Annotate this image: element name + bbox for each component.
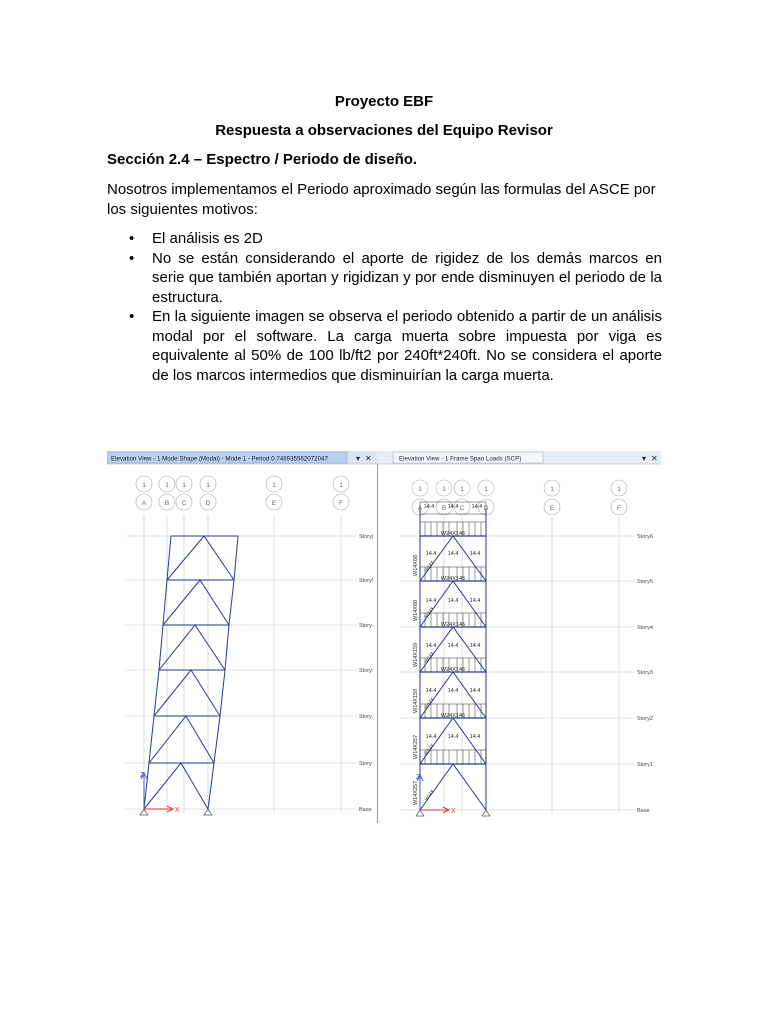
- grid-bubble-letter: B: [441, 505, 447, 512]
- view-title: Elevation View - 1 Frame Span Loads (SCP): [399, 455, 522, 463]
- brace-section-label: W14X: [423, 559, 435, 573]
- beam-section-label: W24X146: [440, 622, 466, 628]
- column-section-label: W14X68: [413, 554, 419, 576]
- story-label: Story.: [359, 714, 373, 720]
- story-label: Story!: [359, 578, 374, 584]
- beam-section-label: W24X146: [440, 576, 466, 582]
- load-value: 14.4: [425, 598, 437, 604]
- dropdown-icon[interactable]: ▾: [642, 454, 647, 463]
- column-section-label: W14X159: [413, 642, 419, 667]
- axis-x-label: X: [451, 808, 456, 815]
- grid-bubble-letter: B: [164, 500, 170, 507]
- view-title: Elevation View - 1 Mode Shape (Modal) - Mode 1 - Period 0.748935562072047: [111, 455, 328, 463]
- brace-section-label: W14X: [423, 742, 435, 756]
- document-title: Proyecto EBF: [334, 93, 434, 110]
- story-label: Base: [359, 807, 372, 813]
- load-value: 14.4: [471, 504, 483, 510]
- section-heading: Sección 2.4 – Espectro / Periodo de diseño.: [107, 151, 418, 168]
- grid-bubble-number: 1: [339, 482, 343, 489]
- grid-bubble-letter: D: [205, 500, 211, 507]
- story-label: Story(: [359, 534, 374, 540]
- story-label: Base: [637, 808, 650, 814]
- story-label: Story6: [637, 534, 653, 540]
- grid-bubble-number: 1: [206, 482, 210, 489]
- load-value: 14.4: [469, 598, 481, 604]
- bullet-icon: •: [129, 308, 135, 325]
- load-value: 14.4: [425, 643, 437, 649]
- grid-bubble-number: 1: [460, 486, 464, 493]
- load-value: 14.4: [425, 688, 437, 694]
- story-label: Story2: [637, 716, 653, 722]
- axis-z-label: Z: [140, 772, 145, 779]
- story-label: Story1: [637, 762, 653, 768]
- bullet-text: En la siguiente imagen se observa el periodo obtenido a partir de un análisis modal por el software. La carga muerta sobre impuesta por viga es equivalente al 50% de 100 lb/ft2 por 240ft*240ft. No se considera el aporte de los marcos intermedios que disminuirían la carga muerta.: [152, 308, 662, 384]
- load-value: 14.4: [469, 688, 481, 694]
- bullet-item: [107, 249, 662, 308]
- span-loads-screenshot: [377, 451, 661, 823]
- bullet-text: El análisis es 2D: [152, 230, 263, 247]
- grid-bubble-number: 1: [550, 486, 554, 493]
- brace-section-label: W14X: [423, 650, 435, 664]
- load-value: 14.4: [469, 734, 481, 740]
- grid-bubble-number: 1: [442, 486, 446, 493]
- story-label: Story-: [359, 623, 374, 629]
- mode-shape-screenshot: [107, 451, 377, 823]
- load-value: 14.4: [469, 643, 481, 649]
- story-label: Story: [359, 761, 372, 767]
- story-label: Story4: [637, 625, 653, 631]
- axis-z-label: Z: [416, 774, 421, 781]
- grid-bubble-letter: F: [617, 505, 621, 512]
- brace-section-label: W14X: [423, 696, 435, 710]
- grid-bubble-letter: C: [459, 505, 465, 512]
- bullet-icon: •: [129, 230, 135, 247]
- grid-bubble-number: 1: [142, 482, 146, 489]
- beam-section-label: W24X146: [440, 531, 466, 537]
- grid-bubble-letter: A: [417, 505, 423, 512]
- grid-bubble-letter: E: [549, 505, 555, 512]
- load-value: 14.4: [447, 504, 459, 510]
- document-subtitle: Respuesta a observaciones del Equipo Revisor: [215, 122, 553, 139]
- load-value: 14.4: [447, 734, 459, 740]
- grid-bubble-number: 1: [617, 486, 621, 493]
- load-value: 14.4: [469, 551, 481, 557]
- beam-section-label: W24X146: [440, 667, 466, 673]
- grid-bubble-number: 1: [418, 486, 422, 493]
- grid-bubble-number: 1: [182, 482, 186, 489]
- grid-bubble-letter: F: [339, 500, 343, 507]
- close-icon[interactable]: ✕: [651, 454, 658, 463]
- load-value: 14.4: [447, 688, 459, 694]
- bullet-icon: •: [129, 249, 135, 267]
- bullet-text: No se están considerando el aporte de rigidez de los demás marcos en serie que también aportan y rigidizan y por ende disminuyen el periodo de la estructura.: [152, 249, 662, 306]
- story-label: Story3: [637, 670, 653, 676]
- bullet-item: [107, 307, 662, 385]
- bullet-item: [107, 229, 662, 249]
- column-section-label: W14X257: [413, 780, 419, 805]
- grid-bubble-number: 1: [484, 486, 488, 493]
- brace-section-label: W14X: [423, 605, 435, 619]
- grid-bubble-number: 1: [165, 482, 169, 489]
- grid-bubble-letter: A: [141, 500, 147, 507]
- grid-bubble-number: 1: [272, 482, 276, 489]
- dropdown-icon[interactable]: ▾: [356, 454, 361, 463]
- load-value: 14.4: [425, 551, 437, 557]
- load-value: 14.4: [447, 551, 459, 557]
- load-value: 14.4: [447, 643, 459, 649]
- story-label: Story5: [637, 579, 653, 585]
- column-section-label: W14X257: [413, 734, 419, 759]
- grid-bubble-letter: C: [181, 500, 187, 507]
- column-section-label: W14X159: [413, 688, 419, 713]
- story-label: Story:: [359, 668, 374, 674]
- axis-x-label: X: [175, 807, 180, 814]
- load-value: 14.4: [425, 734, 437, 740]
- load-value: 14.4: [423, 504, 435, 510]
- grid-bubble-letter: D: [483, 505, 489, 512]
- brace-section-label: W14X: [423, 788, 435, 802]
- load-value: 14.4: [447, 598, 459, 604]
- intro-paragraph: Nosotros implementamos el Periodo aproximado según las formulas del ASCE por los siguientes motivos:: [107, 181, 656, 218]
- close-icon[interactable]: ✕: [365, 454, 372, 463]
- column-section-label: W14X68: [413, 599, 419, 621]
- reasons-list: [107, 229, 662, 385]
- grid-bubble-letter: E: [271, 500, 277, 507]
- beam-section-label: W24X146: [440, 713, 466, 719]
